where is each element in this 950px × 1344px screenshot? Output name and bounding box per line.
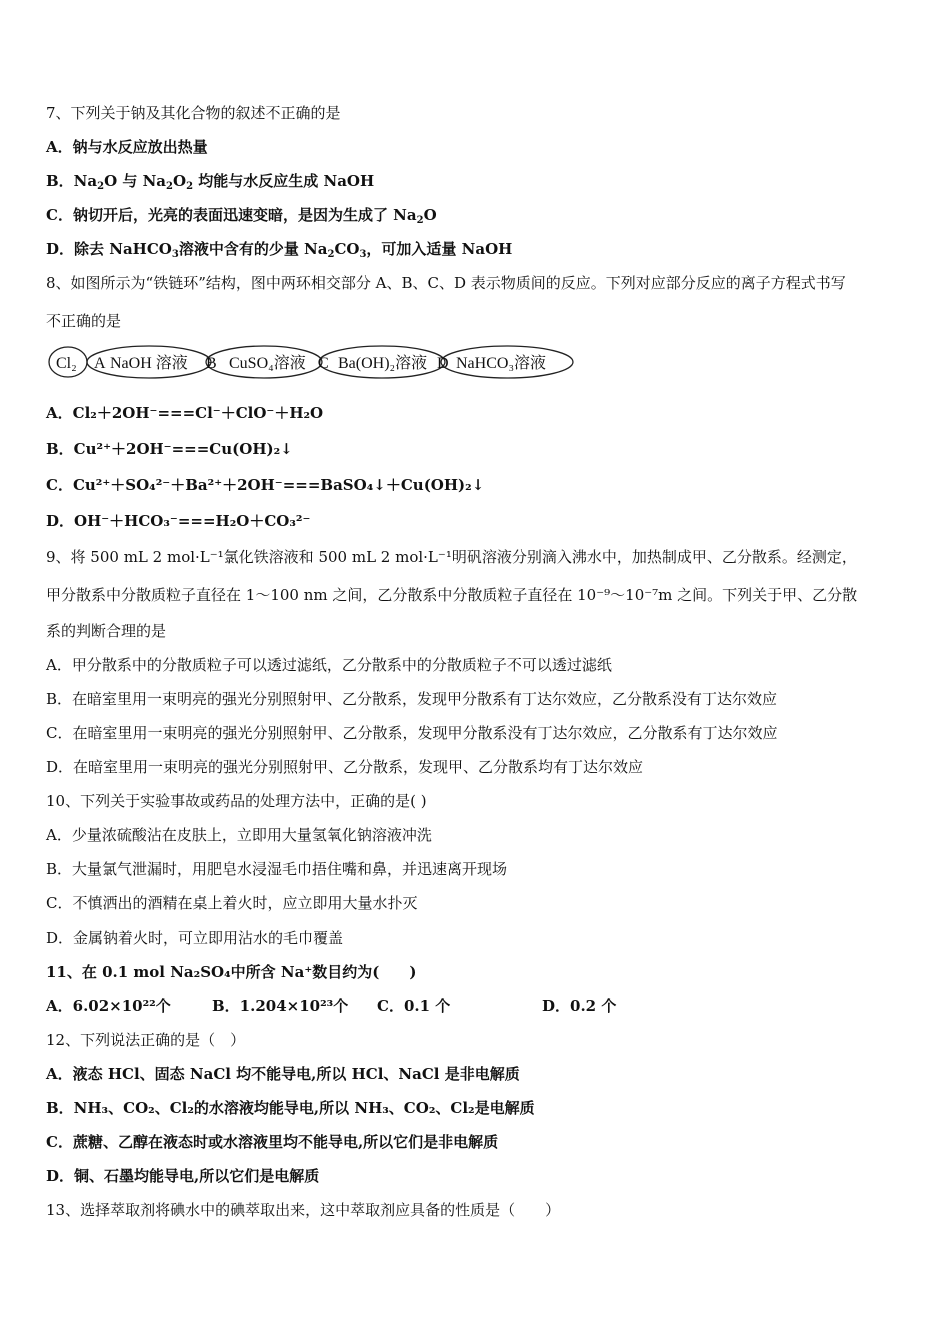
chain-joint-b: B bbox=[206, 355, 217, 372]
q7-option-d: D．除去 NaHCO$_3$溶液中含有的少量 $Na_2CO_3$，可加入适量 NaOH bbox=[46, 240, 513, 260]
q9-stem-line2: 甲分散系中分散质粒子直径在 1～100 nm 之间，乙分散系中分散质粒子直径在 10⁻⁹～10⁻⁷m 之间。下列关于甲、乙分散 bbox=[46, 586, 858, 604]
q11-option-c: C．0.1 个 bbox=[377, 997, 451, 1015]
chain-ring-label-5: NaHCO₃溶液 bbox=[456, 355, 547, 372]
chain-joint-d: D bbox=[437, 355, 449, 372]
q7-option-b: B．$Na_2O$ 与 $Na_2O_2$ 均能与水反应生成 NaOH bbox=[46, 172, 375, 192]
q9-option-d: D．在暗室里用一束明亮的强光分别照射甲、乙分散系，发现甲、乙分散系均有丁达尔效应 bbox=[46, 758, 644, 776]
q12-option-d: D．铜、石墨均能导电,所以它们是电解质 bbox=[46, 1167, 320, 1185]
q10-option-b: B．大量氯气泄漏时，用肥皂水浸湿毛巾捂住嘴和鼻，并迅速离开现场 bbox=[46, 860, 508, 878]
q10-option-a: A．少量浓硫酸沾在皮肤上，立即用大量氢氧化钠溶液冲洗 bbox=[46, 826, 432, 844]
q12-option-c: C．蔗糖、乙醇在液态时或水溶液里均不能导电,所以它们是非电解质 bbox=[46, 1133, 499, 1151]
q8-stem-line2: 不正确的是 bbox=[46, 312, 122, 330]
q8-option-b: B．Cu²⁺＋2OH⁻===Cu(OH)₂↓ bbox=[46, 440, 293, 458]
q11-option-a: A．6.02×10²²个 bbox=[46, 997, 171, 1015]
q7-option-a: A．钠与水反应放出热量 bbox=[46, 138, 208, 156]
q10-option-d: D．金属钠着火时，可立即用沾水的毛巾覆盖 bbox=[46, 929, 344, 947]
q9-stem-line3: 系的判断合理的是 bbox=[46, 622, 167, 640]
q9-stem-line1: 9、将 500 mL 2 mol·L⁻¹氯化铁溶液和 500 mL 2 mol·L⁻¹明矾溶液分别滴入沸水中，加热制成甲、乙分散系。经测定， bbox=[46, 548, 857, 566]
q7-option-c: C．钠切开后，光亮的表面迅速变暗，是因为生成了 $Na_2O$ bbox=[46, 206, 437, 226]
q11-option-b: B．1.204×10²³个 bbox=[212, 997, 349, 1015]
q7-stem: 7、下列关于钠及其化合物的叙述不正确的是 bbox=[46, 104, 341, 122]
chain-ring-label-1: Cl₂ bbox=[56, 355, 77, 372]
q8-option-d: D．OH⁻＋HCO₃⁻===H₂O＋CO₃²⁻ bbox=[46, 512, 311, 530]
q10-option-c: C．不慎洒出的酒精在桌上着火时，应立即用大量水扑灭 bbox=[46, 894, 418, 912]
q8-option-c: C．Cu²⁺＋SO₄²⁻＋Ba²⁺＋2OH⁻===BaSO₄↓＋Cu(OH)₂↓ bbox=[46, 476, 485, 494]
q12-option-b: B．NH₃、CO₂、Cl₂的水溶液均能导电,所以 NH₃、CO₂、Cl₂是电解质 bbox=[46, 1099, 535, 1117]
chain-joint-a: A bbox=[94, 355, 106, 372]
q9-option-a: A．甲分散系中的分散质粒子可以透过滤纸，乙分散系中的分散质粒子不可以透过滤纸 bbox=[46, 656, 612, 674]
q13-stem: 13、选择萃取剂将碘水中的碘萃取出来，这中萃取剂应具备的性质是（ ） bbox=[46, 1201, 561, 1219]
chain-ring-label-2: NaOH 溶液 bbox=[110, 355, 188, 372]
q11-option-d: D．0.2 个 bbox=[542, 997, 617, 1015]
q10-stem: 10、下列关于实验事故或药品的处理方法中，正确的是( ) bbox=[46, 792, 427, 810]
q12-option-a: A．液态 HCl、固态 NaCl 均不能导电,所以 HCl、NaCl 是非电解质 bbox=[46, 1065, 520, 1083]
chain-joint-c: C bbox=[318, 355, 329, 372]
q9-option-b: B．在暗室里用一束明亮的强光分别照射甲、乙分散系，发现甲分散系有丁达尔效应，乙分散系没有丁达尔效应 bbox=[46, 690, 778, 708]
chain-ring-label-4: Ba(OH)₂溶液 bbox=[338, 355, 428, 372]
q9-option-c: C．在暗室里用一束明亮的强光分别照射甲、乙分散系，发现甲分散系没有丁达尔效应，乙分散系有丁达尔效应 bbox=[46, 724, 778, 742]
q8-stem-line1: 8、如图所示为“铁链环”结构，图中两环相交部分 A、B、C、D 表示物质间的反应。下列对应部分反应的离子方程式书写 bbox=[46, 274, 846, 292]
iron-chain-diagram bbox=[46, 342, 586, 382]
q8-option-a: A．Cl₂＋2OH⁻===Cl⁻＋ClO⁻＋H₂O bbox=[46, 404, 324, 422]
q12-stem: 12、下列说法正确的是（ ） bbox=[46, 1031, 246, 1049]
q11-stem: 11、在 0.1 mol Na₂SO₄中所含 Na⁺数目约为( ) bbox=[46, 963, 417, 981]
chain-ring-label-3: CuSO₄溶液 bbox=[229, 355, 306, 372]
